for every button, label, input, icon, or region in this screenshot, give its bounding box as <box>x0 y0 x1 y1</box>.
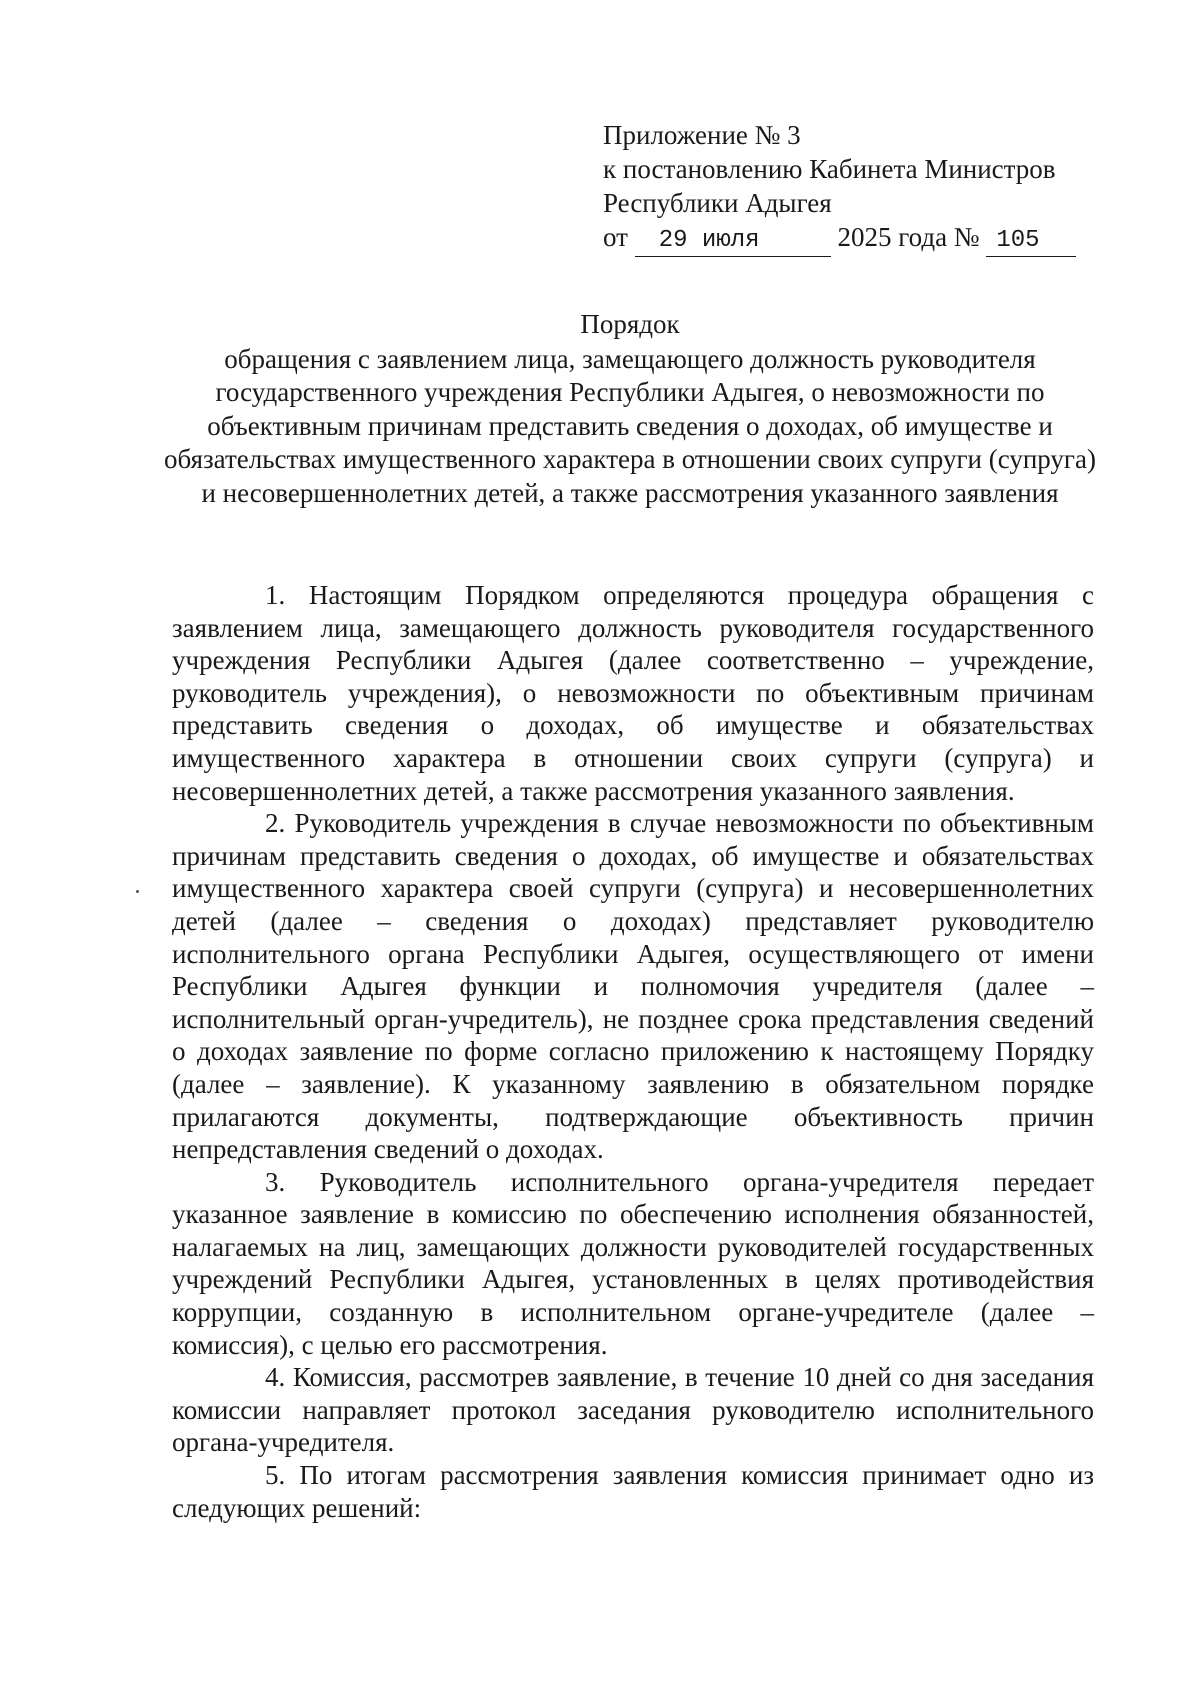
title-subtitle: обращения с заявлением лица, замещающего должность руководителя государственного учреждения Республики Адыгея, о невозможности по объективным причинам представить сведения о доходах, об имуществе и обязательствах имущественного характера в отношении своих супруги (супруга) и несовершеннолетних детей, а также рассмотрения указанного заявления <box>164 343 1096 508</box>
date-field: 29 июля <box>635 226 831 257</box>
appendix-date-line <box>603 220 1076 257</box>
document-title <box>160 308 1100 510</box>
paragraph-3: 3. Руководитель исполнительного органа-учредителя передает указанное заявление в комиссию по обеспечению исполнения обязанностей, налагаемых на лиц, замещающих должности руководителей государственных учреждений Республики Адыгея, установленных в целях противодействия коррупции, созданную в исполнительном органе-учредителе (далее – комиссия), с целью его рассмотрения. <box>172 1166 1094 1360</box>
appendix-reference: к постановлению Кабинета Министров <box>603 154 1056 184</box>
document-body <box>172 579 1094 1524</box>
paragraph-4: 4. Комиссия, рассмотрев заявление, в течение 10 дней со дня заседания комиссии направляет протокол заседания руководителю исполнительного органа-учредителя. <box>172 1362 1094 1458</box>
document-number-field: 105 <box>986 226 1076 257</box>
paragraph-5: 5. По итогам рассмотрения заявления комиссия принимает одно из следующих решений: <box>172 1460 1094 1523</box>
paragraph-1: 1. Настоящим Порядком определяются процедура обращения с заявлением лица, замещающего должность руководителя государственного учреждения Республики Адыгея (далее соответственно – учреждение, руководитель учреждения), о невозможности по объективным причинам представить сведения о доходах, об имуществе и обязательствах имущественного характера в отношении своих супруги (супруга) и несовершеннолетних детей, а также рассмотрения указанного заявления. <box>172 580 1094 806</box>
appendix-header <box>603 118 1076 257</box>
appendix-republic: Республики Адыгея <box>603 188 832 218</box>
appendix-number: Приложение № 3 <box>603 120 801 150</box>
scan-speck <box>136 890 139 893</box>
paragraph-2: 2. Руководитель учреждения в случае невозможности по объективным причинам представить сведения о доходах, об имуществе и обязательствах имущественного характера своей супруги (супруга) и несовершеннолетних детей (далее – сведения о доходах) представляет руководителю исполнительного органа Республики Адыгея, осуществляющего от имени Республики Адыгея функции и полномочия учредителя (далее – исполнительный орган-учредитель), не позднее срока представления сведений о доходах заявление по форме согласно приложению к настоящему Порядку (далее – заявление). К указанному заявлению в обязательном порядке прилагаются документы, подтверждающие объективность причин непредставления сведений о доходах. <box>172 808 1094 1165</box>
title-main: Порядок <box>580 309 680 339</box>
date-prefix: от <box>603 222 628 252</box>
year-text: 2025 года № <box>837 222 980 252</box>
